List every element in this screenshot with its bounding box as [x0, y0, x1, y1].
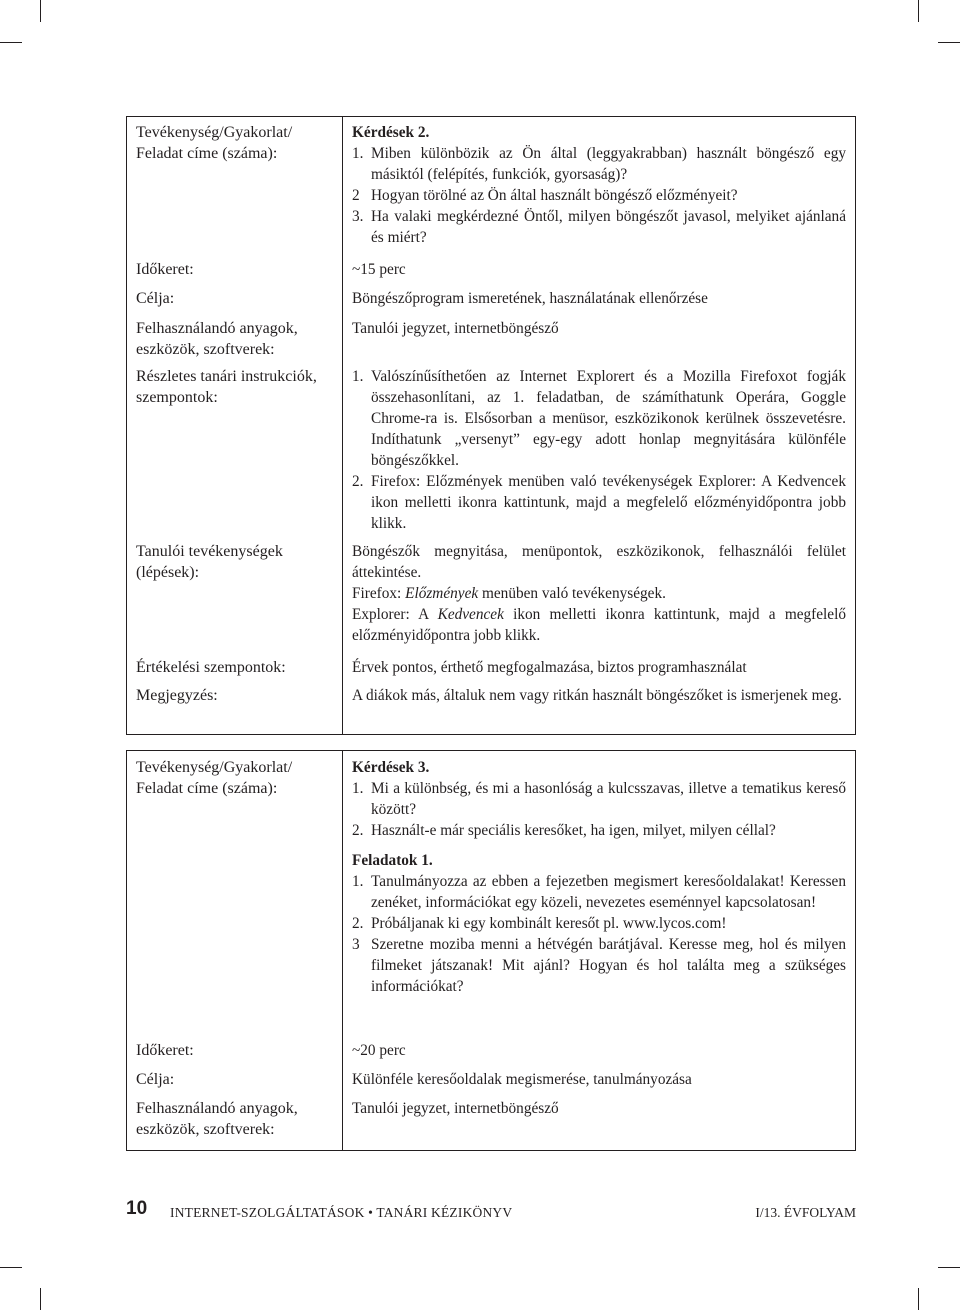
crop-mark [918, 0, 919, 22]
questions-list [352, 143, 846, 248]
activity-table-2 [126, 750, 856, 1151]
list-item: 2. Firefox: Előzmények menüben való tevékenységek Explorer: A Kedvencek ikon melletti ikonra kattintunk, majd a megfelelő előzményidőpontra jobb klikk. [352, 473, 846, 532]
evaluation-row [127, 657, 856, 685]
goal-label: Célja: [136, 290, 175, 307]
student-activity-line: Explorer: A Kedvencek ikon melletti ikonra kattintunk, majd a megfelelő előzményidőpontra jobb klikk. [352, 606, 846, 644]
tasks-title: Feladatok 1. [352, 852, 433, 869]
materials-value: Tanulói jegyzet, internetböngésző [352, 1100, 559, 1117]
goal-row [127, 1069, 856, 1098]
list-item: 1. Miben különbözik az Ön által (leggyakrabban) használt böngésző egy másiktól (felépítés, funkciók, gyorsaság)? [352, 145, 846, 183]
materials-label: Felhasználandó anyagok, eszközök, szoftverek: [136, 320, 298, 358]
goal-row [127, 288, 856, 318]
crop-mark [938, 42, 960, 43]
student-activities-row [127, 541, 856, 657]
crop-mark [0, 1267, 22, 1268]
time-label: Időkeret: [136, 1042, 194, 1059]
instructions-row [127, 366, 856, 541]
questions-title: Kérdések 3. [352, 759, 430, 776]
materials-value: Tanulói jegyzet, internetböngésző [352, 320, 559, 337]
crop-mark [40, 1288, 41, 1310]
list-item: 3. Ha valaki megkérdezné Öntől, milyen böngészőt javasol, melyiket ajánlaná és miért? [352, 208, 846, 246]
crop-mark [938, 1267, 960, 1268]
crop-mark [918, 1288, 919, 1310]
materials-row [127, 1098, 856, 1151]
note-row [127, 685, 856, 735]
activity-table-1 [126, 116, 856, 735]
evaluation-label: Értékelési szempontok: [136, 659, 286, 676]
goal-value: Böngészőprogram ismeretének, használatának ellenőrzése [352, 290, 708, 307]
student-activity-line: Firefox: Előzmények menüben való tevékenységek. [352, 585, 666, 602]
list-item: 1. Mi a különbség, és mi a hasonlóság a kulcsszavas, illetve a tematikus kereső között? [352, 780, 846, 818]
list-item: 1. Tanulmányozza az ebben a fejezetben megismert keresőoldalakat! Keressen zenéket, információkat egy közeli, nevezetes eseménnyel kapcsolatosan! [352, 873, 846, 911]
list-item: 2 Hogyan törölné az Ön által használt böngésző előzményeit? [352, 187, 738, 204]
goal-label: Célja: [136, 1071, 175, 1088]
tasks-list [352, 871, 846, 997]
activity-label: Tevékenység/Gyakorlat/ Feladat címe (száma): [136, 124, 293, 162]
time-row [127, 259, 856, 288]
crop-mark [0, 42, 22, 43]
student-activity-line: Böngészők megnyitása, menüpontok, eszközikonok, felhasználói felület áttekintése. [352, 543, 846, 581]
time-label: Időkeret: [136, 261, 194, 278]
note-value: A diákok más, általuk nem vagy ritkán használt böngészőket is ismerjenek meg. [352, 687, 842, 704]
page-number: 10 [126, 1198, 148, 1219]
book-title: INTERNET-SZOLGÁLTATÁSOK • TANÁRI KÉZIKÖNYV [170, 1205, 513, 1220]
grade-label: I/13. ÉVFOLYAM [755, 1205, 856, 1220]
list-item: 3 Szeretne moziba menni a hétvégén barátjával. Keresse meg, hol és milyen filmeket játszanak! Mit ajánl? Hogyan és hol találta meg a szükséges információkat? [352, 936, 846, 995]
list-item: 1. Valószínűsíthetően az Internet Explorert és a Mozilla Firefoxot fogják összehasonlítani, az 1. feladatban, de számíthatunk Operára, Goggle Chrome-ra is. Elsősorban a menüsor, eszközikonok kerülnek összevetésre. Indíthatunk „versenyt” egy-egy adott honlap megnyitására különféle böngészőkkel. [352, 368, 846, 469]
activity-label: Tevékenység/Gyakorlat/ Feladat címe (száma): [136, 759, 293, 797]
list-item: 2. Használt-e már speciális keresőket, ha igen, milyet, milyen céllal? [352, 822, 776, 839]
questions-list [352, 778, 846, 841]
header-row [127, 751, 856, 1041]
questions-title: Kérdések 2. [352, 124, 430, 141]
time-value: ~20 perc [352, 1042, 406, 1059]
goal-value: Különféle keresőoldalak megismerése, tanulmányozása [352, 1071, 692, 1088]
materials-row [127, 318, 856, 366]
page-footer [126, 1200, 856, 1222]
header-row [127, 117, 856, 260]
student-activities-label: Tanulói tevékenységek (lépések): [136, 543, 283, 581]
materials-label: Felhasználandó anyagok, eszközök, szoftverek: [136, 1100, 298, 1138]
instructions-list [352, 366, 846, 534]
time-row [127, 1040, 856, 1069]
note-label: Megjegyzés: [136, 687, 218, 704]
instructions-label: Részletes tanári instrukciók, szempontok: [136, 368, 317, 406]
crop-mark [40, 0, 41, 22]
list-item: 2. Próbáljanak ki egy kombinált keresőt pl. www.lycos.com! [352, 915, 727, 932]
time-value: ~15 perc [352, 261, 406, 278]
evaluation-value: Érvek pontos, érthető megfogalmazása, biztos programhasználat [352, 659, 747, 676]
